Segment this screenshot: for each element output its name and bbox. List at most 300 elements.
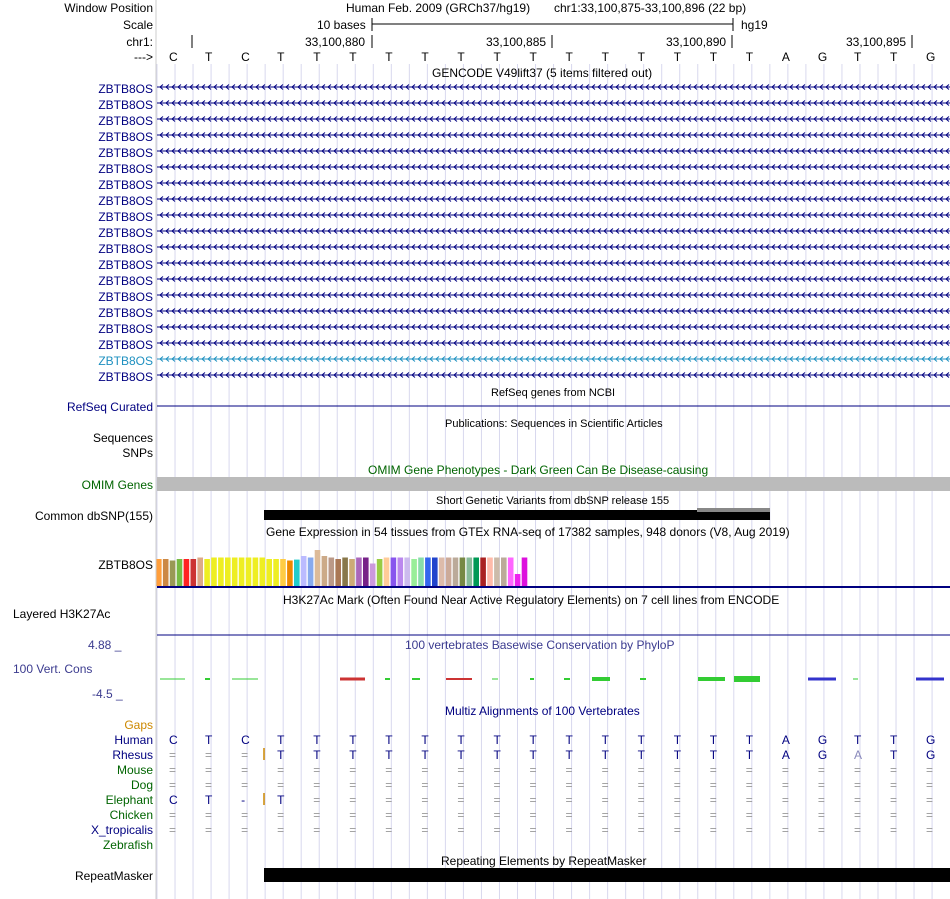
alignment-base: = (277, 778, 285, 792)
alignment-base: T (277, 793, 285, 807)
alignment-base: = (601, 823, 609, 837)
alignment-base: = (457, 808, 465, 822)
cons-track-label[interactable]: 100 Vert. Cons (13, 662, 93, 676)
alignment-base: G (817, 733, 828, 747)
gtex-tissue-bar (253, 558, 259, 587)
alignment-base: T (457, 748, 465, 762)
alignment-base: T (205, 733, 213, 747)
base-letter: T (890, 50, 898, 64)
gencode-item-label[interactable]: ZBTB8OS (98, 98, 153, 112)
alignment-base: T (385, 748, 393, 762)
alignment-base: T (890, 748, 898, 762)
gtex-tissue-bar (335, 559, 341, 586)
alignment-base: = (565, 778, 573, 792)
gtex-tissue-bar (508, 558, 514, 587)
gencode-track-title[interactable]: GENCODE V49lift37 (5 items filtered out) (432, 66, 653, 80)
species-label[interactable]: X_tropicalis (90, 823, 153, 837)
gtex-tissue-bar (494, 558, 500, 587)
conservation-mark (412, 678, 420, 680)
dbsnp-bar-grey (697, 508, 770, 512)
alignment-base: = (781, 763, 789, 777)
gtex-tissue-bar (197, 558, 203, 587)
alignment-base: = (890, 763, 898, 777)
gtex-tissue-bar (432, 558, 438, 587)
conservation-mark (160, 679, 185, 680)
gencode-item-label[interactable]: ZBTB8OS (98, 146, 153, 160)
alignment-base: T (313, 733, 321, 747)
species-label[interactable]: Mouse (116, 763, 153, 777)
alignment-base: = (421, 808, 429, 822)
gtex-tissue-bar (294, 560, 300, 586)
dbsnp-track-label[interactable]: Common dbSNP(155) (34, 509, 153, 523)
gtex-tissue-bar (515, 574, 521, 586)
alignment-base: T (565, 733, 573, 747)
alignment-base: = (457, 793, 465, 807)
alignment-base: = (241, 808, 249, 822)
alignment-base: = (709, 763, 717, 777)
cons-max-label: 4.88 _ (88, 638, 122, 652)
conservation-mark (734, 676, 760, 682)
alignment-base: T (529, 748, 537, 762)
alignment-base: T (853, 733, 862, 747)
alignment-base: G (926, 748, 936, 762)
conservation-mark (592, 677, 610, 681)
species-label[interactable]: Human (114, 733, 153, 747)
alignment-base: = (853, 808, 861, 822)
alignment-base: T (637, 748, 645, 762)
alignment-base: = (349, 763, 357, 777)
alignment-base: = (673, 763, 681, 777)
alignment-base: T (313, 748, 321, 762)
gtex-tissue-bar (287, 561, 293, 587)
alignment-base: = (349, 778, 357, 792)
alignment-base: = (205, 763, 213, 777)
gencode-item-label[interactable]: ZBTB8OS (98, 274, 153, 288)
gencode-item-label[interactable]: ZBTB8OS (98, 354, 153, 368)
gtex-tissue-bar (280, 559, 286, 586)
alignment-base: C (169, 733, 178, 747)
conservation-mark (492, 679, 498, 680)
base-letter: T (853, 50, 862, 64)
alignment-base: = (169, 808, 177, 822)
ruler-tick-4: 33,100,895 (846, 35, 907, 49)
species-label[interactable]: Rhesus (112, 748, 153, 762)
base-letter: A (781, 50, 790, 64)
base-letter: G (817, 50, 828, 64)
alignment-base: = (709, 793, 717, 807)
alignment-base: = (277, 763, 285, 777)
alignment-base: = (745, 763, 753, 777)
alignment-base: = (421, 793, 429, 807)
coords-text: chr1:33,100,875-33,100,896 (22 bp) (554, 1, 747, 15)
conservation-mark (808, 678, 836, 681)
gaps-label[interactable]: Gaps (124, 718, 153, 732)
alignment-base: = (349, 823, 357, 837)
cons-track-title[interactable]: 100 vertebrates Basewise Conservation by PhyloP (405, 638, 675, 652)
alignment-base: = (673, 808, 681, 822)
alignment-base: = (853, 793, 861, 807)
base-letter: T (745, 50, 754, 64)
alignment-base: = (817, 823, 825, 837)
scale-label: Scale (122, 18, 153, 32)
alignment-base: = (601, 763, 609, 777)
alignment-base: = (529, 808, 537, 822)
alignment-base: = (205, 778, 213, 792)
repeat-bar (264, 868, 950, 882)
alignment-base: = (926, 778, 934, 792)
gencode-item-label[interactable]: ZBTB8OS (98, 258, 153, 272)
gtex-tissue-bar (453, 558, 459, 587)
alignment-base: = (349, 793, 357, 807)
alignment-base: T (601, 748, 609, 762)
gtex-tissue-bar (163, 559, 169, 586)
alignment-base: = (241, 763, 249, 777)
gtex-tissue-bar (204, 559, 210, 586)
gtex-tissue-bar (211, 558, 217, 587)
gencode-item-label[interactable]: ZBTB8OS (98, 210, 153, 224)
gtex-tissue-bar (370, 564, 376, 587)
base-letter: T (529, 50, 537, 64)
alignment-base: = (421, 823, 429, 837)
db-label: hg19 (741, 18, 768, 32)
conservation-mark (232, 679, 258, 680)
alignment-base: = (313, 808, 321, 822)
scale-text: 10 bases (317, 18, 366, 32)
gtex-tissue-bar (260, 558, 266, 587)
alignment-base: = (205, 808, 213, 822)
species-label[interactable]: Chicken (109, 808, 153, 822)
gencode-item-label[interactable]: ZBTB8OS (98, 338, 153, 352)
alignment-base: = (169, 823, 177, 837)
gtex-tissue-bar (266, 559, 272, 586)
alignment-base: = (890, 793, 898, 807)
base-letter: T (565, 50, 573, 64)
alignment-base: T (349, 748, 357, 762)
alignment-base: = (709, 823, 717, 837)
alignment-base: T (890, 733, 898, 747)
alignment-base: = (781, 808, 789, 822)
alignment-base: = (493, 763, 501, 777)
alignment-base: T (421, 748, 429, 762)
alignment-base: = (637, 793, 645, 807)
pubs-track-title[interactable]: Publications: Sequences in Scientific Articles (445, 418, 663, 430)
gencode-item-label[interactable]: ZBTB8OS (98, 82, 153, 96)
conservation-mark (446, 678, 472, 680)
alignment-base: = (673, 778, 681, 792)
conservation-mark (698, 677, 725, 681)
alignment-base: A (781, 733, 790, 747)
conservation-mark (640, 678, 646, 680)
gtex-tissue-bar (225, 558, 231, 587)
gtex-tissue-bar (411, 559, 417, 586)
alignment-base: = (637, 808, 645, 822)
alignment-base: = (385, 793, 393, 807)
conservation-mark (853, 679, 858, 680)
base-letter: C (241, 50, 250, 64)
alignment-base: T (601, 733, 609, 747)
alignment-base: T (349, 733, 357, 747)
alignment-base: = (493, 823, 501, 837)
gtex-tissue-bar (177, 559, 183, 586)
multiz-track-title[interactable]: Multiz Alignments of 100 Vertebrates (445, 704, 640, 718)
gtex-track-title[interactable]: Gene Expression in 54 tissues from GTEx RNA-seq of 17382 samples, 948 donors (V8, Aug 2019) (266, 525, 790, 539)
alignment-base: = (457, 763, 465, 777)
conservation-mark (340, 678, 365, 681)
alignment-base: = (241, 823, 249, 837)
alignment-base: = (601, 808, 609, 822)
alignment-base: = (745, 793, 753, 807)
alignment-base: = (601, 793, 609, 807)
conservation-mark (205, 678, 210, 680)
alignment-base: = (529, 763, 537, 777)
alignment-base: T (385, 733, 393, 747)
alignment-base: = (313, 823, 321, 837)
gtex-tissue-bar (246, 558, 252, 587)
gtex-tissue-bar (418, 558, 424, 587)
gtex-tissue-bar (446, 558, 452, 587)
gtex-track-label[interactable]: ZBTB8OS (98, 558, 153, 572)
ruler-tick-3: 33,100,890 (666, 35, 727, 49)
alignment-base: = (565, 763, 573, 777)
base-letter: T (709, 50, 718, 64)
gtex-tissue-bar (342, 558, 348, 587)
alignment-base: = (313, 778, 321, 792)
strand-label: ---> (134, 50, 153, 64)
alignment-base: = (637, 778, 645, 792)
gtex-tissue-bar (170, 561, 176, 587)
h3k27ac-track-label[interactable]: Layered H3K27Ac (13, 607, 111, 621)
alignment-base: = (926, 793, 934, 807)
gtex-tissue-bar (156, 559, 162, 586)
dbsnp-bar (264, 510, 770, 520)
alignment-base: T (709, 748, 718, 762)
pubs-label-snps[interactable]: SNPs (122, 446, 153, 460)
gencode-item-label[interactable]: ZBTB8OS (98, 242, 153, 256)
cons-min-label: -4.5 _ (92, 687, 123, 701)
gencode-item-label[interactable]: ZBTB8OS (98, 370, 153, 384)
alignment-base: = (926, 808, 934, 822)
alignment-base: C (241, 733, 250, 747)
chrom-label: chr1: (126, 35, 153, 49)
gtex-tissue-bar (404, 558, 410, 587)
gtex-tissue-bar (460, 558, 466, 587)
alignment-base: T (277, 748, 285, 762)
alignment-base: = (745, 823, 753, 837)
alignment-base: A (781, 748, 790, 762)
repeat-track-label[interactable]: RepeatMasker (74, 869, 153, 883)
gencode-item-label[interactable]: ZBTB8OS (98, 178, 153, 192)
alignment-base: = (817, 808, 825, 822)
omim-track-title[interactable]: OMIM Gene Phenotypes - Dark Green Can Be Disease-causing (368, 463, 709, 477)
gencode-item-label[interactable]: ZBTB8OS (98, 130, 153, 144)
omim-bar (157, 477, 950, 491)
base-letter: T (673, 50, 682, 64)
alignment-base: = (529, 823, 537, 837)
alignment-base: = (853, 763, 861, 777)
repeat-track-title[interactable]: Repeating Elements by RepeatMasker (441, 854, 647, 868)
species-label[interactable]: Dog (130, 778, 153, 792)
alignment-base: G (817, 748, 828, 762)
alignment-base: = (745, 808, 753, 822)
alignment-base: - (241, 793, 246, 807)
alignment-base: = (169, 778, 177, 792)
alignment-base: = (241, 778, 249, 792)
alignment-base: = (817, 763, 825, 777)
gencode-item-label[interactable]: ZBTB8OS (98, 322, 153, 336)
alignment-base: = (493, 778, 501, 792)
species-label[interactable]: Zebrafish (102, 838, 153, 852)
alignment-base: = (745, 778, 753, 792)
alignment-base: = (529, 778, 537, 792)
conservation-mark (564, 678, 570, 680)
alignment-base: = (817, 778, 825, 792)
gtex-tissue-bar (273, 559, 279, 586)
gencode-item-label[interactable]: ZBTB8OS (98, 226, 153, 240)
base-letter: T (637, 50, 645, 64)
gtex-tissue-bar (473, 558, 479, 587)
alignment-base: = (205, 823, 213, 837)
gtex-tissue-bar (232, 558, 238, 587)
gtex-tissue-bar (322, 556, 328, 586)
gtex-tissue-bar (384, 558, 390, 587)
dbsnp-track-title[interactable]: Short Genetic Variants from dbSNP release 155 (436, 495, 670, 507)
alignment-base: T (673, 733, 682, 747)
alignment-base: = (529, 793, 537, 807)
gencode-item-label[interactable]: ZBTB8OS (98, 114, 153, 128)
alignment-base: = (169, 748, 177, 762)
alignment-base: = (385, 778, 393, 792)
gtex-tissue-bar (218, 558, 224, 587)
gtex-tissue-bar (391, 558, 397, 587)
alignment-base: = (601, 778, 609, 792)
assembly-text: Human Feb. 2009 (GRCh37/hg19) (346, 1, 531, 15)
base-letter: T (205, 50, 213, 64)
alignment-base: = (853, 823, 861, 837)
gencode-item-label[interactable]: ZBTB8OS (98, 194, 153, 208)
h3k27ac-track-title[interactable]: H3K27Ac Mark (Often Found Near Active Regulatory Elements) on 7 cell lines from ENCODE (283, 593, 780, 607)
gtex-tissue-bar (315, 550, 321, 586)
alignment-base: T (277, 733, 285, 747)
alignment-base: = (637, 823, 645, 837)
alignment-base: = (421, 763, 429, 777)
gencode-item-label[interactable]: ZBTB8OS (98, 162, 153, 176)
alignment-base: = (493, 808, 501, 822)
alignment-base: T (745, 733, 754, 747)
conservation-mark (916, 678, 944, 681)
alignment-base: T (493, 748, 501, 762)
alignment-base: = (781, 823, 789, 837)
base-letter: C (169, 50, 178, 64)
alignment-base: = (457, 778, 465, 792)
alignment-base: = (673, 793, 681, 807)
alignment-base: = (493, 793, 501, 807)
alignment-base: = (421, 778, 429, 792)
alignment-base: = (205, 748, 213, 762)
alignment-base: = (781, 793, 789, 807)
gtex-tissue-bar (329, 558, 335, 587)
alignment-base: = (241, 748, 249, 762)
refseq-track-title[interactable]: RefSeq genes from NCBI (491, 387, 616, 399)
refseq-track-label[interactable]: RefSeq Curated (66, 400, 153, 414)
pubs-label-sequences[interactable]: Sequences (92, 431, 153, 445)
alignment-base: = (565, 808, 573, 822)
conservation-mark (385, 678, 390, 680)
alignment-base: = (890, 808, 898, 822)
gtex-tissue-bar (184, 559, 190, 586)
alignment-base: T (493, 733, 501, 747)
ruler-tick-2: 33,100,885 (486, 35, 547, 49)
alignment-base: = (926, 763, 934, 777)
gtex-tissue-bar (480, 558, 486, 587)
alignment-base: T (745, 748, 754, 762)
alignment-base: A (853, 748, 862, 762)
base-letter: T (277, 50, 285, 64)
alignment-base: T (205, 793, 213, 807)
alignment-base: = (169, 763, 177, 777)
alignment-base: = (277, 808, 285, 822)
gtex-tissue-bar (239, 558, 245, 587)
gtex-tissue-bar (191, 559, 197, 586)
gencode-item-label[interactable]: ZBTB8OS (98, 306, 153, 320)
gtex-tissue-bar (377, 559, 383, 586)
alignment-base: = (349, 808, 357, 822)
alignment-base: = (457, 823, 465, 837)
gtex-tissue-bar (467, 558, 473, 587)
alignment-base: = (385, 763, 393, 777)
alignment-base: C (169, 793, 178, 807)
base-letter: T (493, 50, 501, 64)
ruler-tick-1: 33,100,880 (305, 35, 366, 49)
gtex-tissue-bar (308, 558, 314, 587)
alignment-base: T (673, 748, 682, 762)
conservation-mark (530, 678, 534, 680)
base-letter: T (349, 50, 357, 64)
alignment-base: = (673, 823, 681, 837)
gtex-tissue-bar (425, 558, 431, 587)
alignment-base: G (926, 733, 936, 747)
base-letter: T (457, 50, 465, 64)
alignment-base: T (565, 748, 573, 762)
base-letter: G (926, 50, 936, 64)
gtex-tissue-bar (349, 559, 355, 586)
alignment-base: = (709, 778, 717, 792)
gtex-tissue-bar (439, 558, 445, 587)
alignment-base: = (313, 793, 321, 807)
alignment-base: = (385, 823, 393, 837)
alignment-base: = (926, 823, 934, 837)
omim-track-label[interactable]: OMIM Genes (81, 478, 153, 492)
base-letter: T (421, 50, 429, 64)
gtex-tissue-bar (487, 558, 493, 587)
gtex-tissue-bar (501, 558, 507, 587)
alignment-base: = (565, 793, 573, 807)
alignment-base: T (709, 733, 718, 747)
alignment-base: = (817, 793, 825, 807)
gtex-tissue-bar (398, 558, 404, 587)
base-letter: T (385, 50, 393, 64)
window-position-label: Window Position (64, 1, 153, 15)
alignment-base: = (890, 823, 898, 837)
species-label[interactable]: Elephant (105, 793, 153, 807)
alignment-base: = (890, 778, 898, 792)
base-letter: T (601, 50, 609, 64)
alignment-base: = (781, 778, 789, 792)
alignment-base: T (421, 733, 429, 747)
gtex-tissue-bar (522, 558, 528, 587)
gencode-item-label[interactable]: ZBTB8OS (98, 290, 153, 304)
gtex-tissue-bar (301, 556, 307, 586)
alignment-base: T (637, 733, 645, 747)
